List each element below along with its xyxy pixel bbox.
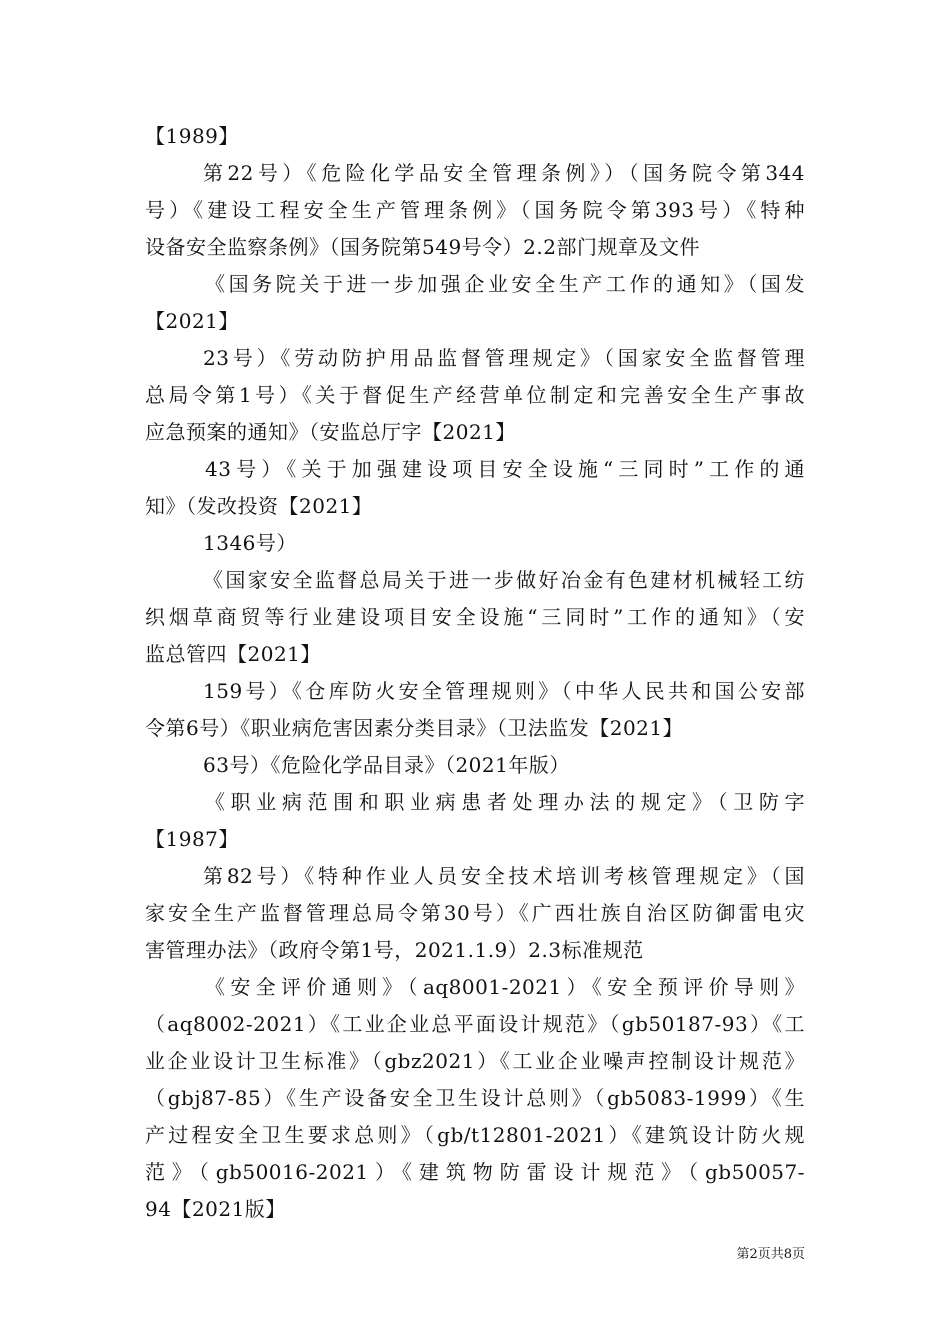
- text-line-10: 43号）《关于加强建设项目安全设施“三同时”工作的通: [205, 457, 805, 481]
- text-line-12: 1346号）: [203, 531, 297, 555]
- text-line-14: 织烟草商贸等行业建设项目安全设施“三同时”工作的通知》（安: [145, 605, 805, 629]
- text-line-25: （aq8002-2021）《工业企业总平面设计规范》（gb50187-93）《工: [145, 1012, 805, 1036]
- text-line-11: 知》（发改投资【2021】: [145, 494, 373, 518]
- text-line-5: 《国务院关于进一步加强企业安全生产工作的通知》（国发: [205, 272, 805, 296]
- text-line-2: 第22号）《危险化学品安全管理条例》）（国务院令第344: [203, 161, 805, 185]
- text-line-8: 总局令第1号）《关于督促生产经营单位制定和完善安全生产事故: [145, 383, 805, 407]
- text-line-3: 号）《建设工程安全生产管理条例》（国务院令第393号）《特种: [145, 198, 805, 222]
- text-line-18: 63号）《危险化学品目录》（2021年版）: [203, 753, 570, 777]
- text-line-17: 令第6号）《职业病危害因素分类目录》（卫法监发【2021】: [145, 716, 684, 740]
- text-line-6: 【2021】: [145, 309, 239, 333]
- text-line-24: 《安全评价通则》（aq8001-2021）《安全预评价导则》: [205, 975, 805, 999]
- text-line-26: 业企业设计卫生标准》（gbz2021）《工业企业噪声控制设计规范》: [145, 1049, 805, 1073]
- text-line-19: 《职业病范围和职业病患者处理办法的规定》（卫防字: [205, 790, 805, 814]
- text-line-15: 监总管四【2021】: [145, 642, 321, 666]
- text-line-9: 应急预案的通知》（安监总厅字【2021】: [145, 420, 516, 444]
- text-line-16: 159号）《仓库防火安全管理规则》（中华人民共和国公安部: [203, 679, 805, 703]
- text-line-22: 家安全生产监督管理总局令第30号）《广西壮族自治区防御雷电灾: [145, 901, 805, 925]
- page-number-footer: 第2页共8页: [736, 1247, 805, 1262]
- text-line-21: 第82号）《特种作业人员安全技术培训考核管理规定》（国: [203, 864, 805, 888]
- text-line-28: 产过程安全卫生要求总则》（gb/t12801-2021）《建筑设计防火规: [145, 1123, 805, 1147]
- text-line-1: 【1989】: [145, 124, 239, 148]
- text-line-13: 《国家安全监督总局关于进一步做好冶金有色建材机械轻工纺: [203, 568, 805, 592]
- text-line-7: 23号）《劳动防护用品监督管理规定》（国家安全监督管理: [203, 346, 805, 370]
- text-line-27: （gbj87-85）《生产设备安全卫生设计总则》（gb5083-1999）《生: [145, 1086, 805, 1110]
- text-line-4: 设备安全监察条例》（国务院第549号令）2.2部门规章及文件: [145, 235, 700, 259]
- text-line-23: 害管理办法》（政府令第1号，2021.1.9）2.3标准规范: [145, 938, 644, 962]
- text-line-20: 【1987】: [145, 827, 239, 851]
- text-line-29: 范》（gb50016-2021）《建筑物防雷设计规范》（gb50057-: [145, 1160, 805, 1184]
- text-line-30: 94【2021版】: [145, 1197, 286, 1221]
